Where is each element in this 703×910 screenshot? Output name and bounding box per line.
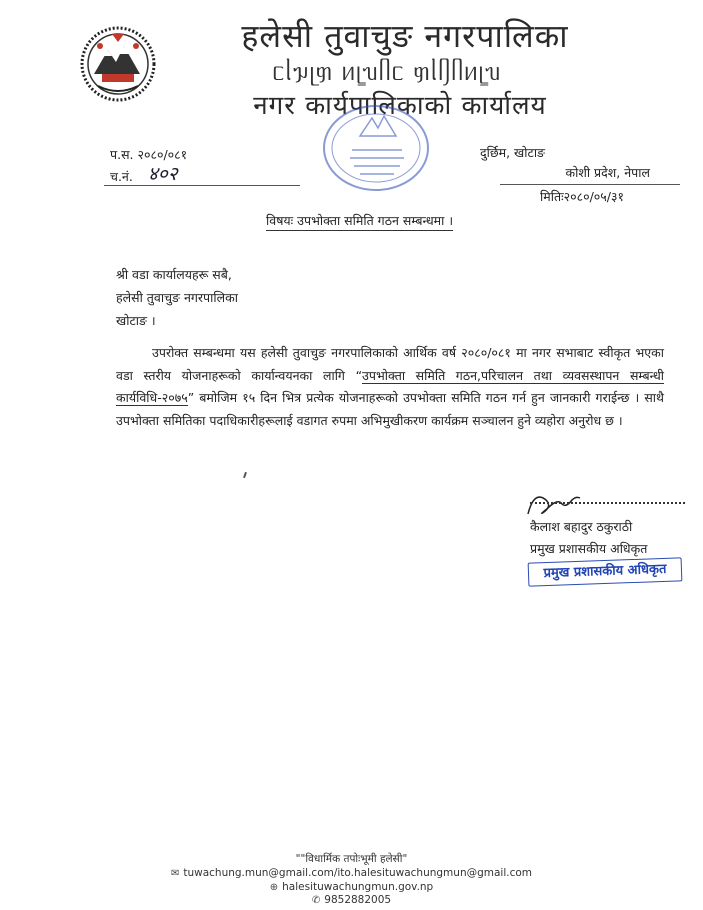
divider: [104, 185, 300, 186]
subject-line: विषयः उपभोक्ता समिति गठन सम्बन्धमा ।: [266, 212, 453, 231]
dispatch-number: ४०२: [148, 163, 178, 185]
designation-stamp: प्रमुख प्रशासकीय अधिकृत: [528, 557, 683, 586]
quote-close: ”: [187, 390, 195, 405]
addressee-line-2: हलेसी तुवाचुङ नगरपालिका: [116, 290, 238, 305]
footer-email-row: [0, 867, 703, 879]
footer-email[interactable]: tuwachung.mun@gmail.com/ito.halesituwachungmun@gmail.com: [183, 867, 533, 879]
office-stamp-icon: [320, 102, 432, 194]
fiscal-year: प.स. २०८०/०८१: [110, 147, 188, 162]
quote-open: “: [355, 367, 363, 383]
address-line-1: दुर्छिम, खोटाङ: [480, 145, 546, 160]
letterhead-subtitle: ᥴᥣᥭᥨᥞ ᥢᥧᥔᥥᥴ ᥞᥣᥦᥥᥢᥧᥔ: [272, 58, 502, 86]
footer-phone-row: [0, 894, 703, 906]
addressee-line-3: खोटाङ ।: [116, 313, 156, 328]
addressee-line-1: श्री वडा कार्यालयहरू सबै,: [116, 267, 232, 282]
address-line-2: कोशी प्रदेश, नेपाल: [565, 165, 650, 180]
signatory-title: प्रमुख प्रशासकीय अधिकृत: [530, 541, 648, 556]
signatory-name: कैलाश बहादुर ठकुराठी: [530, 519, 633, 534]
footer-phone: 9852882005: [324, 894, 392, 906]
body-part-2: बमोजिम १५ दिन भित्र प्रत्येक योजनाहरूको उपभोक्ता समिति गठन गर्न हुन जानकारी गराईन्छ । साथै उपभोक्ता समितिका पदाधिकारीहरूलाई वडागत रुपमा अभिमुखीकरण कार्यक्रम सञ्चालन हुने व्यहोरा अनुरोध छ ।: [116, 390, 664, 428]
divider: [500, 184, 680, 185]
globe-icon: ⊕: [269, 882, 279, 893]
mail-icon: ✉: [170, 868, 180, 879]
letter-body: [116, 342, 664, 432]
footer-website[interactable]: halesituwachungmun.gov.np: [282, 881, 434, 893]
stray-mark: [243, 472, 247, 478]
dispatch-label: च.नं.: [110, 169, 133, 184]
municipality-title: हलेसी तुवाचुङ नगरपालिका: [241, 17, 569, 55]
footer-website-row: [0, 881, 703, 893]
office-title: नगर कार्यपालिकाको कार्यालय: [253, 91, 547, 121]
government-emblem-icon: [78, 24, 158, 104]
phone-icon: ✆: [311, 895, 321, 906]
signature-line: [530, 502, 685, 506]
footer-motto: ""विधार्मिक तपोःभूमी हलेसी": [295, 853, 408, 865]
letter-date: मितिः२०८०/०५/३१: [540, 189, 625, 204]
body-part-1: उपरोक्त सम्बन्धमा यस हलेसी तुवाचुङ नगरपालिकाको आर्थिक वर्ष २०८०/०८१ मा नगर सभाबाट स्वीकृत भएका वडा स्तरीय योजनाहरूको कार्यान्वयनका लागि: [116, 345, 664, 383]
procedure-title: उपभोक्ता समिति गठन,परिचालन तथा व्यवसस्थापन सम्बन्धी कार्यविधि-२०७५: [116, 367, 664, 405]
